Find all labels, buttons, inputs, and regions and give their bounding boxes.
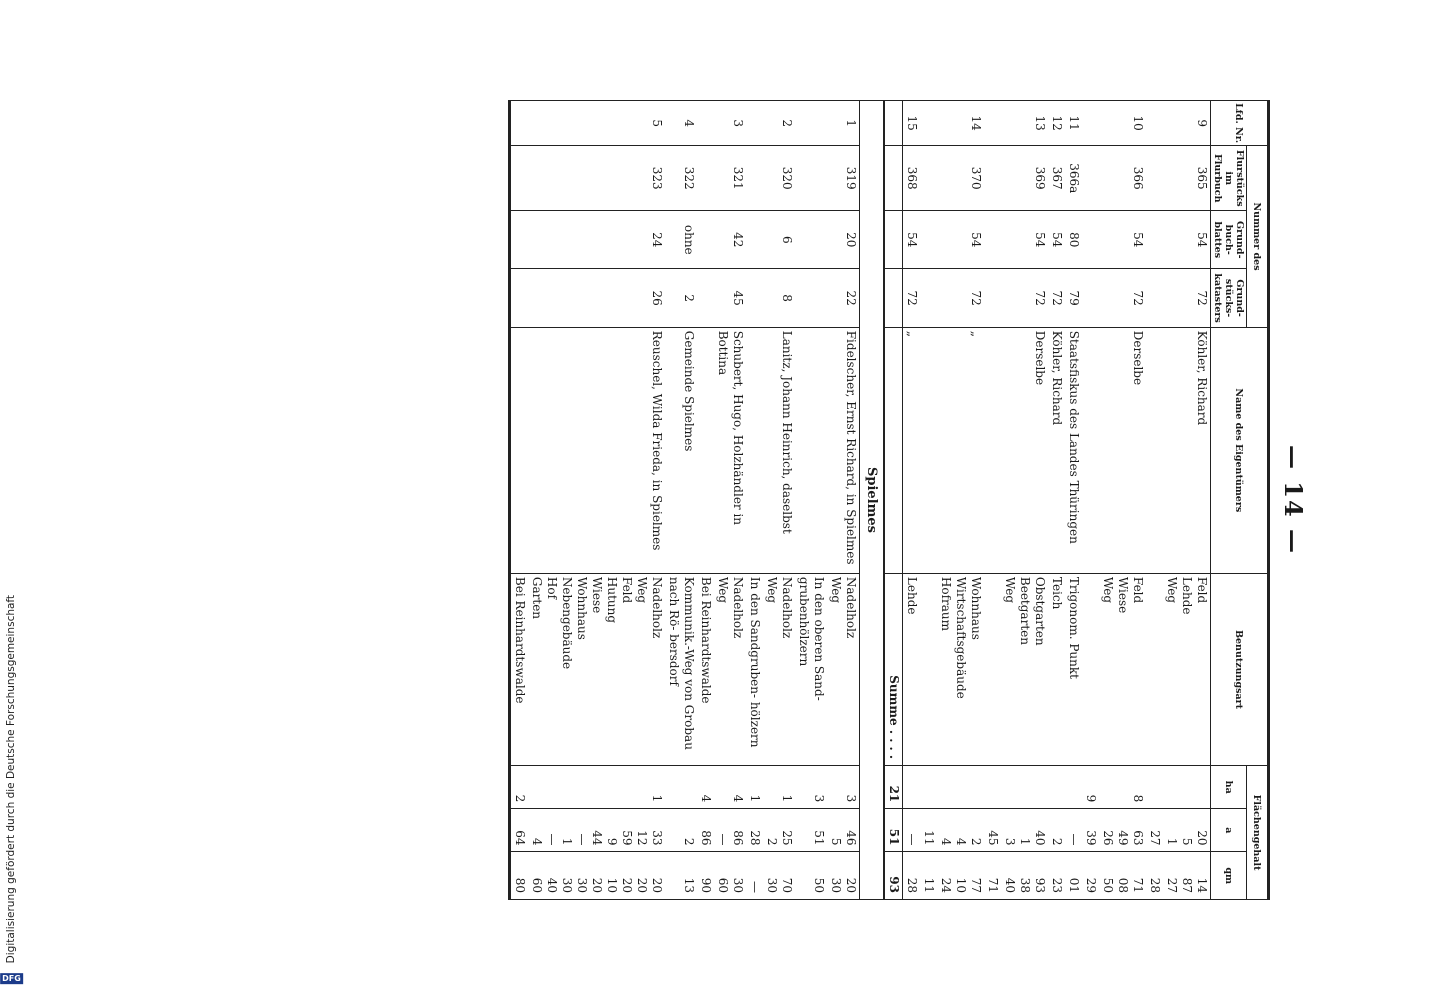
cell-grundbuch (920, 211, 937, 269)
cell-nutzungsart: In den oberen Sand- grubenhölzern (795, 573, 827, 765)
section-title: Spielmes (860, 101, 885, 900)
cell-kataster (795, 269, 827, 327)
cell-owner-name (510, 327, 529, 573)
cell-flurstueck: 323 (528, 146, 665, 211)
cell-kataster (746, 269, 763, 327)
cell-nutzungsart: Feld Wiese Weg (1099, 573, 1146, 765)
cell-lfd: 13 (1001, 101, 1048, 146)
cell-ha: 1 (763, 766, 795, 809)
table-row (510, 101, 529, 900)
table-row (984, 101, 1001, 900)
cell-qm: 80 (510, 852, 529, 900)
cell-kataster: 72 (1001, 269, 1048, 327)
cell-owner-name (1082, 327, 1099, 573)
cell-grundbuch (1146, 211, 1163, 269)
cell-ha (1146, 766, 1163, 809)
page-number: — 14 — (1279, 444, 1308, 556)
cell-owner-name: Köhler, Richard (1163, 327, 1211, 573)
summe-ha: 21 (884, 766, 903, 809)
cell-grundbuch: 80 (1065, 211, 1082, 269)
cell-a: 86 — (714, 809, 746, 852)
cell-ha: 3 (827, 766, 860, 809)
cell-lfd: 10 (1099, 101, 1146, 146)
dfg-logo-icon: DFG (1, 974, 21, 984)
land-register-table (508, 100, 1270, 900)
cell-grundbuch: 54 (937, 211, 984, 269)
cell-nutzungsart (1146, 573, 1163, 765)
cell-lfd: 5 (528, 101, 665, 146)
cell-flurstueck (697, 146, 714, 211)
cell-lfd: 11 (1065, 101, 1082, 146)
cell-kataster: 22 (827, 269, 860, 327)
cell-lfd: 14 (937, 101, 984, 146)
cell-grundbuch: 54 (1001, 211, 1048, 269)
cell-owner-name: Köhler, Richard (1048, 327, 1065, 573)
cell-ha: 1 (746, 766, 763, 809)
cell-lfd: 12 (1048, 101, 1065, 146)
cell-ha (665, 766, 697, 809)
cell-owner-name: Lanitz, Johann Heinrich, daselbst (763, 327, 795, 573)
table-row (697, 101, 714, 900)
cell-lfd: 3 (714, 101, 746, 146)
cell-kataster: 72 (1099, 269, 1146, 327)
table-row (763, 101, 795, 900)
cell-a: 33 12 59 9 44 — 1 — 4 (528, 809, 665, 852)
cell-a: 27 (1146, 809, 1163, 852)
cell-nutzungsart: Obstgarten Beetgarten Weg (1001, 573, 1048, 765)
cell-nutzungsart: Nadelholz Weg (827, 573, 860, 765)
cell-qm: 14 87 27 (1163, 852, 1211, 900)
cell-qm: 20 20 20 10 20 30 30 40 60 (528, 852, 665, 900)
cell-owner-name: Gemeinde Spielmes (665, 327, 697, 573)
cell-flurstueck: 366a (1065, 146, 1082, 211)
cell-flurstueck (1082, 146, 1099, 211)
cell-flurstueck: 369 (1001, 146, 1048, 211)
cell-kataster: 2 (665, 269, 697, 327)
cell-grundbuch: 6 (763, 211, 795, 269)
cell-qm: 28 (1146, 852, 1163, 900)
cell-qm: 20 30 (827, 852, 860, 900)
cell-grundbuch (510, 211, 529, 269)
cell-flurstueck (984, 146, 1001, 211)
cell-qm: 28 (903, 852, 921, 900)
cell-ha: 8 (1099, 766, 1146, 809)
cell-grundbuch: ohne (665, 211, 697, 269)
cell-flurstueck: 322 (665, 146, 697, 211)
cell-kataster: 72 (937, 269, 984, 327)
cell-owner-name: Staatsfiskus des Landes Thüringen (1065, 327, 1082, 573)
cell-ha (1048, 766, 1065, 809)
cell-qm: 01 (1065, 852, 1082, 900)
rotated-page-content (126, 100, 1316, 900)
cell-qm: 13 (665, 852, 697, 900)
cell-flurstueck: 321 (714, 146, 746, 211)
cell-grundbuch (984, 211, 1001, 269)
cell-kataster: 8 (763, 269, 795, 327)
cell-owner-name: Reuschel, Wilda Frieda, in Spielmes (528, 327, 665, 573)
cell-a: 40 1 3 (1001, 809, 1048, 852)
cell-a: 2 (665, 809, 697, 852)
cell-grundbuch: 54 (1048, 211, 1065, 269)
cell-kataster (510, 269, 529, 327)
cell-kataster: 72 (1163, 269, 1211, 327)
cell-lfd: 9 (1163, 101, 1211, 146)
cell-nutzungsart: Feld Lehde Weg (1163, 573, 1211, 765)
cell-a: 20 5 1 (1163, 809, 1211, 852)
cell-nutzungsart (984, 573, 1001, 765)
cell-lfd: 4 (665, 101, 697, 146)
cell-qm: 23 (1048, 852, 1065, 900)
cell-grundbuch (746, 211, 763, 269)
cell-lfd (795, 101, 827, 146)
cell-owner-name (1146, 327, 1163, 573)
footer-text: Digitalisierung gefördert durch die Deutsche Forschungsgemeinschaft (5, 594, 17, 964)
scanned-page (126, 100, 1316, 900)
table-row (1082, 101, 1099, 900)
col-ha-header: ha (1211, 766, 1247, 809)
cell-owner-name (984, 327, 1001, 573)
col-kataster-header: Grund- stücks- katasters (1211, 269, 1247, 327)
table-row (937, 101, 984, 900)
cell-lfd (984, 101, 1001, 146)
cell-flurstueck (510, 146, 529, 211)
cell-nutzungsart: Teich (1048, 573, 1065, 765)
cell-ha: 9 (1082, 766, 1099, 809)
cell-qm: 93 38 40 (1001, 852, 1048, 900)
cell-ha: 4 (697, 766, 714, 809)
cell-kataster (920, 269, 937, 327)
cell-qm: 71 (984, 852, 1001, 900)
cell-lfd: 2 (763, 101, 795, 146)
cell-kataster: 79 (1065, 269, 1082, 327)
cell-flurstueck: 370 (937, 146, 984, 211)
cell-ha: 2 (510, 766, 529, 809)
col-grundbuch-header: Grund- buch- blattes (1211, 211, 1247, 269)
table-row (884, 101, 903, 900)
cell-qm: 50 (795, 852, 827, 900)
cell-flurstueck (920, 146, 937, 211)
cell-lfd (746, 101, 763, 146)
table-row (1146, 101, 1163, 900)
cell-owner-name: „ (937, 327, 984, 573)
cell-a: 51 (795, 809, 827, 852)
cell-lfd (920, 101, 937, 146)
digitization-footer (0, 0, 22, 1000)
table-row (665, 101, 697, 900)
section-row (860, 101, 885, 900)
cell-ha (937, 766, 984, 809)
summe-a: 51 (884, 809, 903, 852)
cell-nutzungsart: Lehde (903, 573, 921, 765)
col-nummer-des-header: Nummer des (1247, 146, 1269, 327)
cell-ha: 3 (795, 766, 827, 809)
summe-qm: 93 (884, 852, 903, 900)
cell-lfd (697, 101, 714, 146)
table-row (1048, 101, 1065, 900)
table-row (795, 101, 827, 900)
cell-owner-name: Schubert, Hugo, Holzhändler in Bottina (714, 327, 746, 573)
col-a-header: a (1211, 809, 1247, 852)
cell-a: — (903, 809, 921, 852)
cell-flurstueck: 365 (1163, 146, 1211, 211)
cell-grundbuch (697, 211, 714, 269)
cell-flurstueck (1146, 146, 1163, 211)
cell-grundbuch (1082, 211, 1099, 269)
cell-a: 46 5 (827, 809, 860, 852)
cell-qm: 90 (697, 852, 714, 900)
cell-nutzungsart: Bei Reinhardtswalde (510, 573, 529, 765)
col-lfd-header: Lfd. Nr. (1211, 101, 1269, 146)
cell-ha: 1 (528, 766, 665, 809)
cell-lfd (510, 101, 529, 146)
table-row (1001, 101, 1048, 900)
cell-nutzungsart: Kommunik.-Weg von Grobau nach Rö- bersdorf (665, 573, 697, 765)
cell-ha (984, 766, 1001, 809)
cell-grundbuch: 42 (714, 211, 746, 269)
cell-kataster (1082, 269, 1099, 327)
cell-ha: 4 (714, 766, 746, 809)
cell-owner-name: Derselbe (1099, 327, 1146, 573)
table-row (746, 101, 763, 900)
cell-nutzungsart: In den Sandgruben- hölzern (746, 573, 763, 765)
cell-qm: 29 (1082, 852, 1099, 900)
table-row (1163, 101, 1211, 900)
cell-a: 64 (510, 809, 529, 852)
cell-grundbuch: 24 (528, 211, 665, 269)
cell-flurstueck: 320 (763, 146, 795, 211)
cell-kataster: 26 (528, 269, 665, 327)
cell-nutzungsart: Bei Reinhardtswalde (697, 573, 714, 765)
cell-kataster (984, 269, 1001, 327)
cell-qm: — (746, 852, 763, 900)
cell-ha (1065, 766, 1082, 809)
col-name-header: Name des Eigentümers (1211, 327, 1269, 573)
summe-label: Summe . . . . (884, 573, 903, 765)
cell-grundbuch (795, 211, 827, 269)
cell-nutzungsart: Trigonom. Punkt (1065, 573, 1082, 765)
cell-kataster (697, 269, 714, 327)
cell-owner-name (920, 327, 937, 573)
table-row (714, 101, 746, 900)
col-flaeche-header: Flächengehalt (1247, 766, 1269, 900)
cell-flurstueck: 319 (827, 146, 860, 211)
table-row (1065, 101, 1082, 900)
cell-lfd (1082, 101, 1099, 146)
cell-kataster: 45 (714, 269, 746, 327)
cell-kataster: 72 (1048, 269, 1065, 327)
cell-nutzungsart: Nadelholz Weg (714, 573, 746, 765)
cell-nutzungsart: Nadelholz Weg Feld Hutung Wiese Wohnhaus Nebengebäude Hof Garten (528, 573, 665, 765)
cell-flurstueck: 367 (1048, 146, 1065, 211)
col-qm-header: qm (1211, 852, 1247, 900)
cell-lfd (1146, 101, 1163, 146)
cell-lfd: 1 (827, 101, 860, 146)
cell-nutzungsart: Wohnhaus Wirtschaftsgebäude Hofraum (937, 573, 984, 765)
cell-ha (1001, 766, 1048, 809)
cell-ha (1163, 766, 1211, 809)
cell-qm: 77 10 24 (937, 852, 984, 900)
cell-a: 39 (1082, 809, 1099, 852)
cell-owner-name (795, 327, 827, 573)
cell-a: 45 (984, 809, 1001, 852)
col-nutzung-header: Benutzungsart (1211, 573, 1269, 765)
table-body-block-1 (903, 101, 1211, 900)
cell-grundbuch: 54 (1099, 211, 1146, 269)
summary-block (860, 101, 903, 900)
cell-a: 2 (1048, 809, 1065, 852)
cell-grundbuch: 54 (1163, 211, 1211, 269)
cell-owner-name (746, 327, 763, 573)
cell-kataster: 72 (903, 269, 921, 327)
cell-grundbuch: 54 (903, 211, 921, 269)
cell-nutzungsart: Nadelholz Weg (763, 573, 795, 765)
cell-a: 63 49 26 (1099, 809, 1146, 852)
table-row (827, 101, 860, 900)
cell-nutzungsart (920, 573, 937, 765)
cell-qm: 71 08 50 (1099, 852, 1146, 900)
cell-a: 25 2 (763, 809, 795, 852)
cell-a: 2 4 4 (937, 809, 984, 852)
cell-owner-name: Fidelscher, Ernst Richard, in Spielmes (827, 327, 860, 573)
cell-grundbuch: 20 (827, 211, 860, 269)
table-row (528, 101, 665, 900)
cell-a: 28 (746, 809, 763, 852)
table-body-block-2 (510, 101, 860, 900)
cell-kataster (1146, 269, 1163, 327)
cell-flurstueck (746, 146, 763, 211)
cell-a: — (1065, 809, 1082, 852)
cell-qm: 30 60 (714, 852, 746, 900)
cell-flurstueck: 368 (903, 146, 921, 211)
cell-owner-name (697, 327, 714, 573)
cell-ha (920, 766, 937, 809)
cell-nutzungsart (1082, 573, 1099, 765)
cell-a: 11 (920, 809, 937, 852)
cell-qm: 70 30 (763, 852, 795, 900)
cell-owner-name: „ (903, 327, 921, 573)
cell-ha (903, 766, 921, 809)
cell-flurstueck (795, 146, 827, 211)
col-flurbuch-header: Flurstücks im Flurbuch (1211, 146, 1247, 211)
cell-owner-name: Derselbe (1001, 327, 1048, 573)
table-row (1099, 101, 1146, 900)
cell-qm: 11 (920, 852, 937, 900)
cell-a: 86 (697, 809, 714, 852)
table-row (920, 101, 937, 900)
cell-flurstueck: 366 (1099, 146, 1146, 211)
cell-lfd: 15 (903, 101, 921, 146)
table-row (903, 101, 921, 900)
